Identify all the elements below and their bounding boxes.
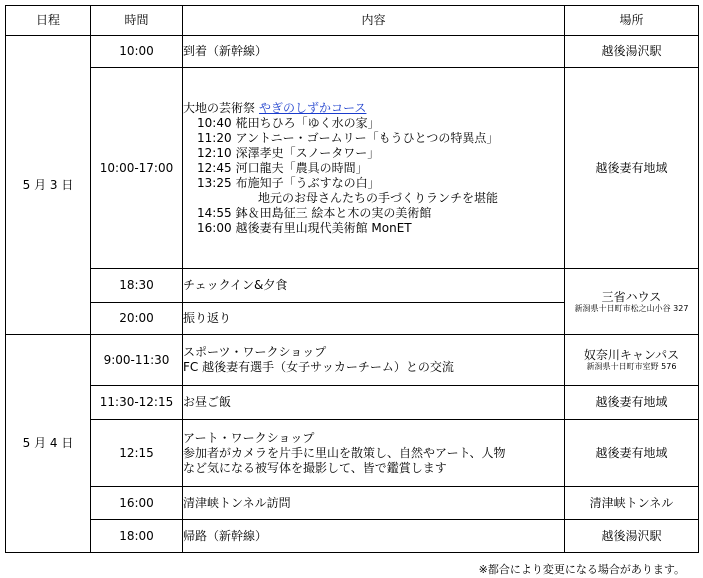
lodging-name: 三省ハウス (601, 289, 662, 304)
day2-r5-time: 18:00 (91, 520, 183, 553)
item-text: 鉢＆田島征三 絵本と木の実の美術館 (235, 205, 432, 220)
itinerary-item (183, 131, 564, 146)
day2-r5-place: 越後湯沢駅 (565, 520, 699, 553)
content-line: 参加者がカメラを片手に里山を散策し、自然やアート、人物 (183, 445, 506, 460)
campus-address: 新潟県十日町市室野 576 (586, 362, 677, 372)
schedule-table (5, 5, 699, 553)
day2-r1-time: 9:00-11:30 (91, 335, 183, 386)
item-text: アントニー・ゴームリー「もうひとつの特異点」 (235, 130, 499, 145)
day2-r5-content: 帰路（新幹線） (183, 520, 565, 553)
item-text: 越後妻有里山現代美術館 MonET (235, 220, 412, 235)
day2-r4-time: 16:00 (91, 487, 183, 520)
footnote: ※都合により変更になる場合があります。 (478, 563, 685, 576)
header-place: 場所 (565, 6, 699, 36)
item-text: 椛田ちひろ「ゆく水の家」 (235, 115, 380, 130)
header-date: 日程 (6, 6, 91, 36)
art-festival-label: 大地の芸術祭 (183, 100, 256, 115)
table-row (6, 386, 699, 420)
art-festival-title (183, 101, 564, 116)
course-link[interactable]: やぎのしずかコース (259, 100, 367, 115)
day1-r2-place: 越後妻有地域 (565, 68, 699, 269)
item-time: 13:25 (197, 175, 232, 190)
header-time: 時間 (91, 6, 183, 36)
item-time: 16:00 (197, 220, 232, 235)
day1-r4-time: 20:00 (91, 303, 183, 335)
day2-r3-time: 12:15 (91, 420, 183, 487)
item-time: 12:10 (197, 145, 232, 160)
header-content: 内容 (183, 6, 565, 36)
day1-r2-content (183, 68, 565, 269)
lodging-address: 新潟県十日町市松之山小谷 327 (574, 303, 689, 313)
itinerary-item (183, 191, 564, 206)
item-time: 11:20 (197, 130, 232, 145)
day2-r2-time: 11:30-12:15 (91, 386, 183, 420)
item-time: 14:55 (197, 205, 232, 220)
item-text: 深澤孝史「スノータワー」 (235, 145, 380, 160)
day2-r3-content (183, 420, 565, 487)
day1-lodging (565, 269, 699, 335)
day1-r3-time: 18:30 (91, 269, 183, 303)
table-row (6, 420, 699, 487)
itinerary-item (183, 221, 564, 236)
content-line: など気になる被写体を撮影して、皆で鑑賞します (183, 460, 447, 475)
day2-date: 5 月 4 日 (6, 335, 91, 553)
campus-name: 奴奈川キャンパス (583, 348, 680, 363)
day2-r1-place (565, 335, 699, 386)
table-row (6, 487, 699, 520)
table-row (6, 36, 699, 68)
item-text: 布施知子「うぶすなの白」 (235, 175, 380, 190)
item-time: 12:45 (197, 160, 232, 175)
table-row (6, 68, 699, 269)
itinerary-item (183, 116, 564, 131)
day2-r4-place: 清津峡トンネル (565, 487, 699, 520)
table-row (6, 335, 699, 386)
content-line: アート・ワークショップ (183, 430, 315, 445)
item-text: 地元のお母さんたちの手づくりランチを堪能 (258, 190, 499, 205)
content-line: FC 越後妻有選手（女子サッカーチーム）との交流 (183, 360, 454, 374)
day1-r4-content: 振り返り (183, 303, 565, 335)
day2-r2-content: お昼ご飯 (183, 386, 565, 420)
header-row (6, 6, 699, 36)
day1-r3-content: チェックイン&夕食 (183, 269, 565, 303)
itinerary-item (183, 146, 564, 161)
table-row (6, 269, 699, 303)
item-text: 河口龍夫「農具の時間」 (235, 160, 368, 175)
day1-r2-time: 10:00-17:00 (91, 68, 183, 269)
day1-r1-place: 越後湯沢駅 (565, 36, 699, 68)
content-line: スポーツ・ワークショップ (183, 345, 327, 359)
table-row (6, 520, 699, 553)
day2-r3-place: 越後妻有地域 (565, 420, 699, 487)
day2-r4-content: 清津峡トンネル訪問 (183, 487, 565, 520)
itinerary-item (183, 161, 564, 176)
day1-date: 5 月 3 日 (6, 36, 91, 335)
itinerary-item (183, 176, 564, 191)
day2-r1-content (183, 335, 565, 386)
day1-r1-time: 10:00 (91, 36, 183, 68)
day1-r1-content: 到着（新幹線） (183, 36, 565, 68)
day2-r2-place: 越後妻有地域 (565, 386, 699, 420)
item-time: 10:40 (197, 115, 232, 130)
itinerary-item (183, 206, 564, 221)
